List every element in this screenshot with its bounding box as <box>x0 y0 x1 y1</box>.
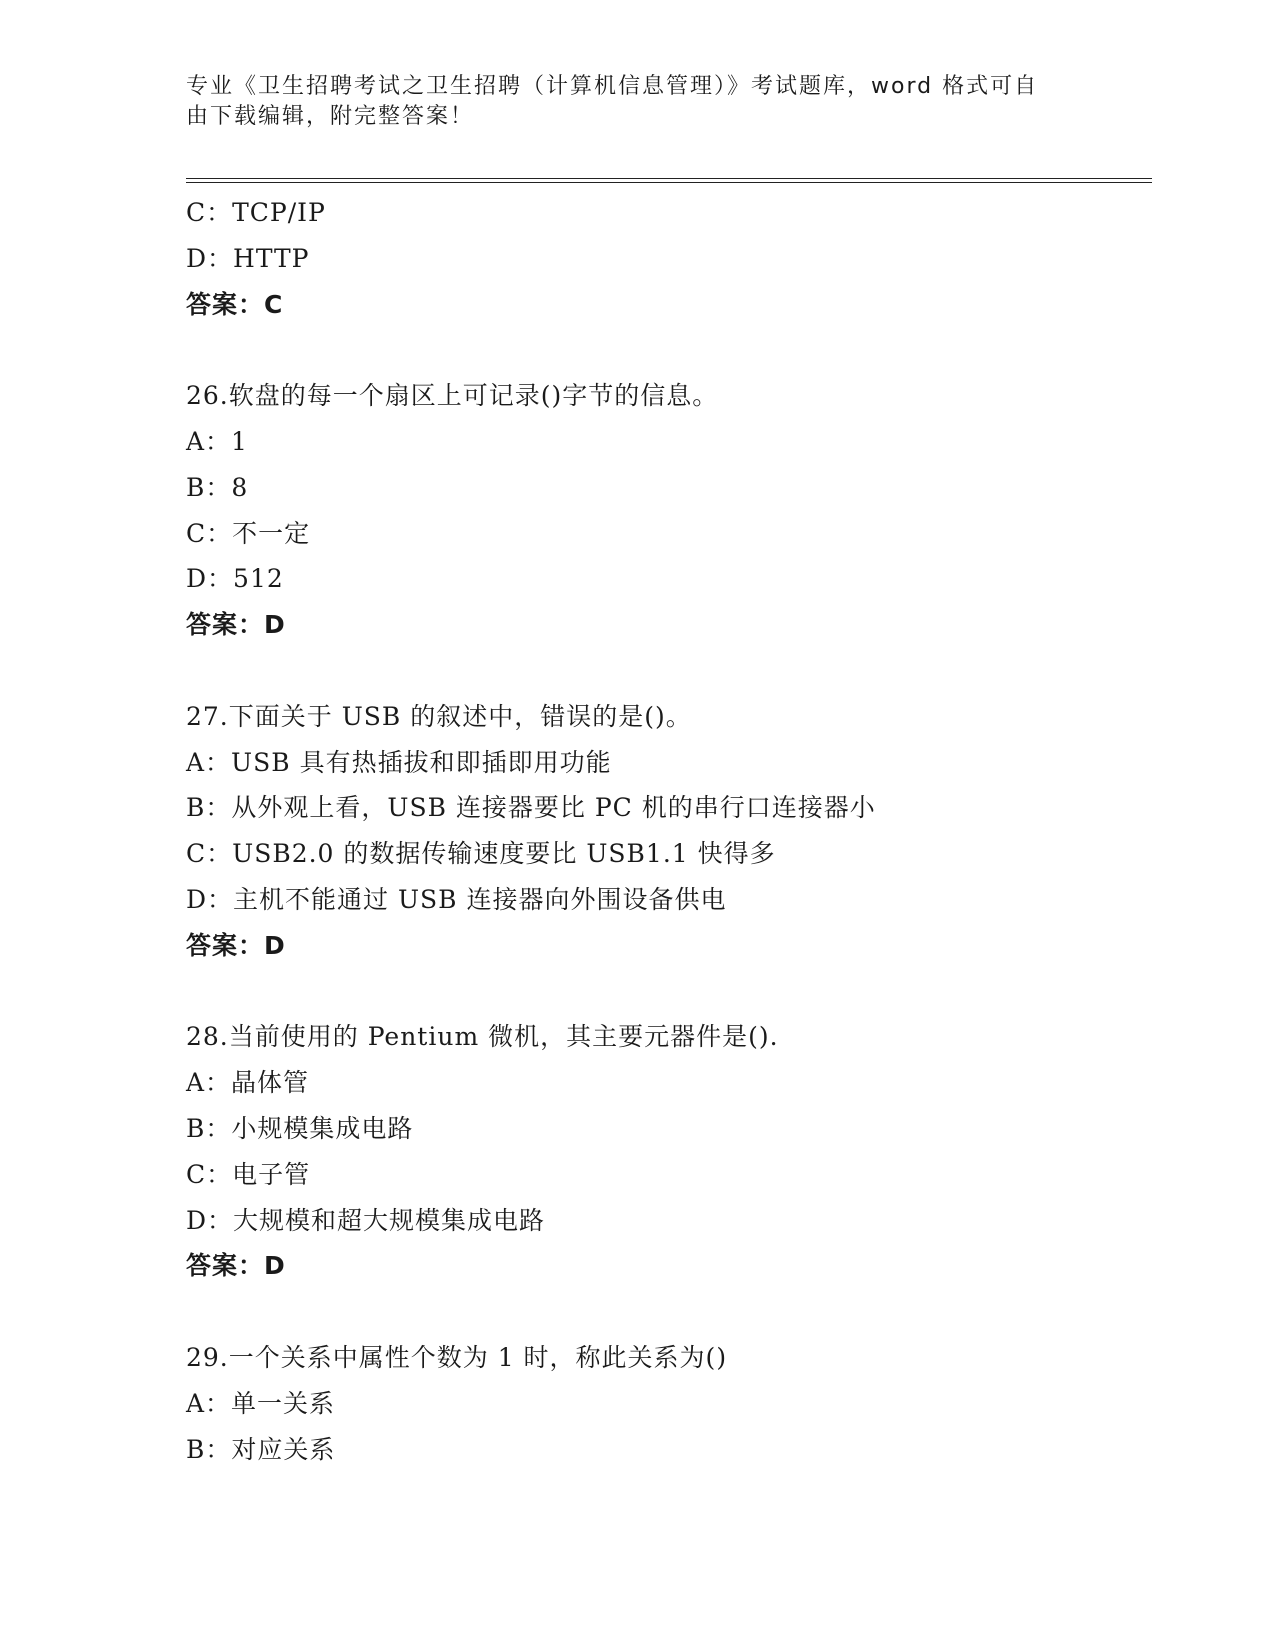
header-divider-top <box>186 178 1152 179</box>
option-d: D：大规模和超大规模集成电路 <box>186 1205 546 1235</box>
option-d: D：512 <box>186 564 284 594</box>
question-block-prev <box>186 190 1146 327</box>
header-divider-bottom <box>186 182 1152 183</box>
question-block-27 <box>186 694 1146 969</box>
question-text: 26.软盘的每一个扇区上可记录()字节的信息。 <box>186 381 719 411</box>
question-list <box>186 190 1146 1472</box>
option-c: C：电子管 <box>186 1159 311 1189</box>
document-header <box>186 72 1066 132</box>
question-text: 28.当前使用的 Pentium 微机，其主要元器件是(). <box>186 1022 779 1052</box>
spacer <box>186 648 1146 694</box>
spacer <box>186 969 1146 1015</box>
option-b: B：小规模集成电路 <box>186 1113 414 1143</box>
option-d: D：HTTP <box>186 243 310 273</box>
answer-line: 答案：D <box>186 930 286 960</box>
answer-line: 答案：D <box>186 610 286 640</box>
question-block-28 <box>186 1014 1146 1289</box>
option-b: B：从外观上看，USB 连接器要比 PC 机的串行口连接器小 <box>186 793 876 823</box>
option-c: C：不一定 <box>186 518 311 548</box>
option-b: B：对应关系 <box>186 1434 336 1464</box>
answer-line: 答案：C <box>186 289 284 319</box>
answer-line: 答案：D <box>186 1251 286 1281</box>
option-a: A：单一关系 <box>186 1388 336 1418</box>
option-c: C：TCP/IP <box>186 198 326 227</box>
option-a: A：晶体管 <box>186 1068 310 1098</box>
header-title-line-2: 由下载编辑，附完整答案！ <box>186 104 475 129</box>
header-title-line-1: 专业《卫生招聘考试之卫生招聘（计算机信息管理）》考试题库，word 格式可自 <box>186 74 1039 99</box>
spacer <box>186 327 1146 373</box>
option-a: A：1 <box>186 426 248 456</box>
question-text: 27.下面关于 USB 的叙述中，错误的是()。 <box>186 701 692 731</box>
question-block-26 <box>186 373 1146 648</box>
option-c: C：USB2.0 的数据传输速度要比 USB1.1 快得多 <box>186 839 776 869</box>
question-text: 29.一个关系中属性个数为 1 时，称此关系为() <box>186 1342 728 1372</box>
question-block-29 <box>186 1335 1146 1472</box>
spacer <box>186 1289 1146 1335</box>
option-b: B：8 <box>186 472 249 502</box>
option-d: D：主机不能通过 USB 连接器向外围设备供电 <box>186 884 727 914</box>
option-a: A：USB 具有热插拔和即插即用功能 <box>186 747 612 777</box>
